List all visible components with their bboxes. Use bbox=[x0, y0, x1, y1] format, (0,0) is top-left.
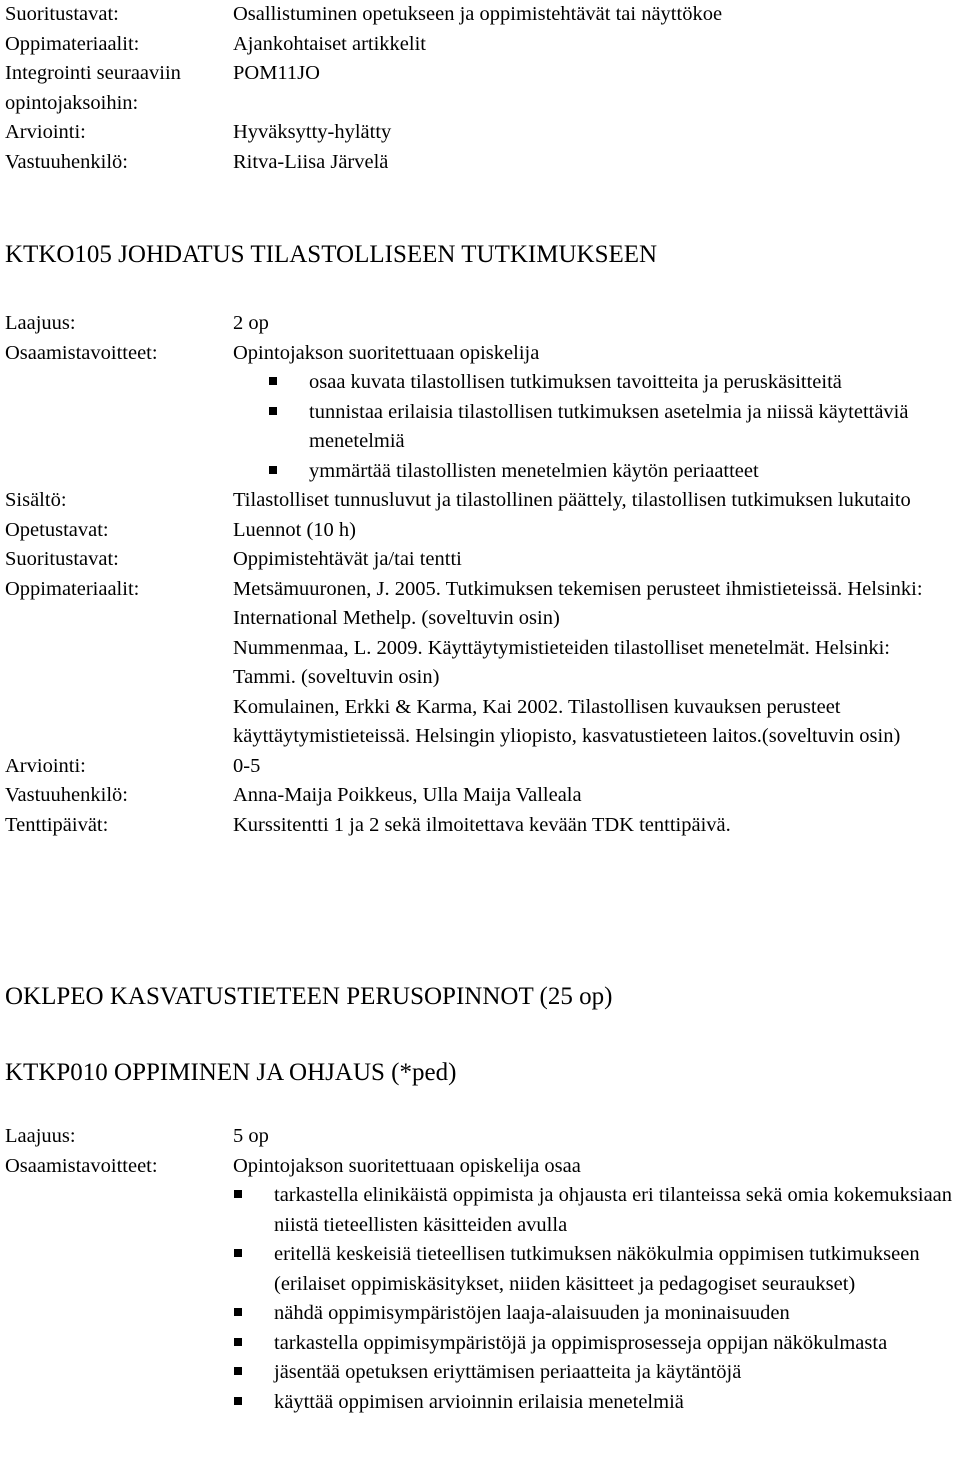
list-item-text: eritellä keskeisiä tieteellisen tutkimuksen näkökulmia oppimisen tutkimukseen (erilaiset oppimiskäsitykset, niiden käsitteet ja pedagogiset seuraukset) bbox=[274, 1243, 920, 1295]
info-row bbox=[5, 148, 955, 178]
list-item-text: jäsentää opetuksen eriyttämisen periaatteita ja käytäntöjä bbox=[274, 1361, 742, 1383]
info-row bbox=[5, 30, 955, 60]
info-row bbox=[5, 752, 955, 782]
bullet-icon bbox=[234, 1358, 274, 1388]
field-label: Arviointi: bbox=[5, 121, 86, 143]
course-body bbox=[5, 309, 955, 840]
info-row bbox=[5, 118, 955, 148]
field-label: Laajuus: bbox=[5, 312, 76, 334]
info-row bbox=[5, 339, 955, 487]
field-label: Vastuuhenkilö: bbox=[5, 150, 128, 173]
course-title-text: KTKP010 OPPIMINEN JA OHJAUS bbox=[5, 1059, 385, 1086]
info-row bbox=[5, 1122, 955, 1152]
material-item: Komulainen, Erkki & Karma, Kai 2002. Tilastollisen kuvauksen perusteet käyttäytymistieteissä. Helsingin yliopisto, kasvatustieteen laitos.(soveltuvin osin) bbox=[233, 695, 901, 747]
info-row bbox=[5, 59, 955, 118]
bullet-icon bbox=[269, 368, 309, 398]
field-value: 2 op bbox=[233, 312, 269, 334]
bullet-icon bbox=[234, 1388, 274, 1418]
list-item bbox=[269, 398, 955, 457]
material-item: Metsämuuronen, J. 2005. Tutkimuksen tekemisen perusteet ihmistieteissä. Helsinki: International Methelp. (soveltuvin osin) bbox=[233, 577, 923, 629]
info-row bbox=[5, 486, 955, 516]
list-item-text: osaa kuvata tilastollisen tutkimuksen tavoitteita ja peruskäsitteitä bbox=[309, 371, 842, 393]
info-row bbox=[5, 575, 955, 752]
bullet-icon bbox=[234, 1240, 274, 1299]
field-label: Laajuus: bbox=[5, 1125, 76, 1147]
field-value: 5 op bbox=[233, 1125, 269, 1147]
field-label: Opetustavat: bbox=[5, 518, 109, 541]
field-label: Arviointi: bbox=[5, 754, 86, 777]
field-label: Suoritustavat: bbox=[5, 548, 119, 570]
field-label: Vastuuhenkilö: bbox=[5, 784, 128, 806]
list-item-text: ymmärtää tilastollisten menetelmien käytön periaatteet bbox=[309, 459, 759, 482]
list-item bbox=[269, 368, 955, 398]
list-item bbox=[234, 1358, 955, 1388]
course-title-suffix: (*ped) bbox=[391, 1059, 457, 1086]
field-label: Oppimateriaalit: bbox=[5, 32, 140, 55]
list-item-text: tunnistaa erilaisia tilastollisen tutkimuksen asetelmia ja niissä käytettäviä menetelmiä bbox=[309, 400, 909, 452]
course-title bbox=[5, 1058, 955, 1088]
field-value: Ritva-Liisa Järvelä bbox=[233, 150, 389, 173]
bullet-icon bbox=[234, 1299, 274, 1329]
info-row bbox=[5, 1152, 955, 1182]
list-item-text: tarkastella oppimisympäristöjä ja oppimisprosesseja oppijan näkökulmasta bbox=[274, 1331, 888, 1354]
materials-list bbox=[233, 575, 955, 752]
info-row bbox=[5, 781, 955, 811]
field-label: Integrointi seuraaviin opintojaksoihin: bbox=[5, 62, 181, 114]
info-row bbox=[5, 0, 955, 30]
bullet-icon bbox=[269, 398, 309, 457]
list-item bbox=[234, 1240, 955, 1299]
field-value: Ajankohtaiset artikkelit bbox=[233, 32, 426, 55]
field-label: Tenttipäivät: bbox=[5, 813, 109, 836]
field-value: Hyväksytty-hylätty bbox=[233, 121, 392, 143]
info-row bbox=[5, 309, 955, 339]
field-value: Anna-Maija Poikkeus, Ulla Maija Valleala bbox=[233, 784, 582, 806]
goal-list bbox=[5, 1181, 955, 1417]
field-value: Kurssitentti 1 ja 2 sekä ilmoitettava kevään TDK tenttipäivä. bbox=[233, 813, 731, 836]
field-label: Suoritustavat: bbox=[5, 3, 119, 25]
field-label: Oppimateriaalit: bbox=[5, 577, 140, 600]
list-item bbox=[234, 1388, 955, 1418]
bullet-icon bbox=[234, 1329, 274, 1359]
field-label: Osaamistavoitteet: bbox=[5, 1154, 158, 1177]
goal-list bbox=[233, 368, 955, 486]
top-info bbox=[5, 0, 955, 177]
field-value: Osallistuminen opetukseen ja oppimistehtävät tai näyttökoe bbox=[233, 3, 723, 25]
info-row bbox=[5, 811, 955, 841]
field-value: POM11JO bbox=[233, 62, 320, 84]
bullet-icon bbox=[234, 1181, 274, 1240]
section-title: OKLPEO KASVATUSTIETEEN PERUSOPINNOT (25 op) bbox=[5, 983, 613, 1010]
list-item bbox=[234, 1299, 955, 1329]
bullet-icon bbox=[269, 457, 309, 487]
info-row bbox=[5, 516, 955, 546]
goals-intro: Opintojakson suoritettuaan opiskelija bbox=[233, 341, 540, 364]
info-row bbox=[5, 545, 955, 575]
list-item bbox=[269, 457, 955, 487]
material-item: Nummenmaa, L. 2009. Käyttäytymistieteiden tilastolliset menetelmät. Helsinki: Tammi. (soveltuvin osin) bbox=[233, 636, 891, 688]
field-value: Oppimistehtävät ja/tai tentti bbox=[233, 548, 462, 570]
course-body bbox=[5, 1122, 955, 1417]
goals-intro: Opintojakson suoritettuaan opiskelija osaa bbox=[233, 1154, 581, 1177]
course-title: KTKO105 JOHDATUS TILASTOLLISEEN TUTKIMUKSEEN bbox=[5, 241, 658, 268]
list-item bbox=[234, 1181, 955, 1240]
goals-block bbox=[233, 339, 955, 487]
field-label: Osaamistavoitteet: bbox=[5, 341, 158, 364]
field-label: Sisältö: bbox=[5, 489, 67, 511]
list-item-text: tarkastella elinikäistä oppimista ja ohjausta eri tilanteissa sekä omia kokemuksiaan niistä tieteellisten käsitteiden avulla bbox=[274, 1184, 953, 1236]
list-item-text: nähdä oppimisympäristöjen laaja-alaisuuden ja moninaisuuden bbox=[274, 1302, 790, 1324]
list-item-text: käyttää oppimisen arvioinnin erilaisia menetelmiä bbox=[274, 1390, 684, 1413]
field-value: 0-5 bbox=[233, 754, 261, 777]
list-item bbox=[234, 1329, 955, 1359]
field-value: Tilastolliset tunnusluvut ja tilastollinen päättely, tilastollisen tutkimuksen lukutaito bbox=[233, 489, 911, 511]
field-value: Luennot (10 h) bbox=[233, 518, 356, 541]
